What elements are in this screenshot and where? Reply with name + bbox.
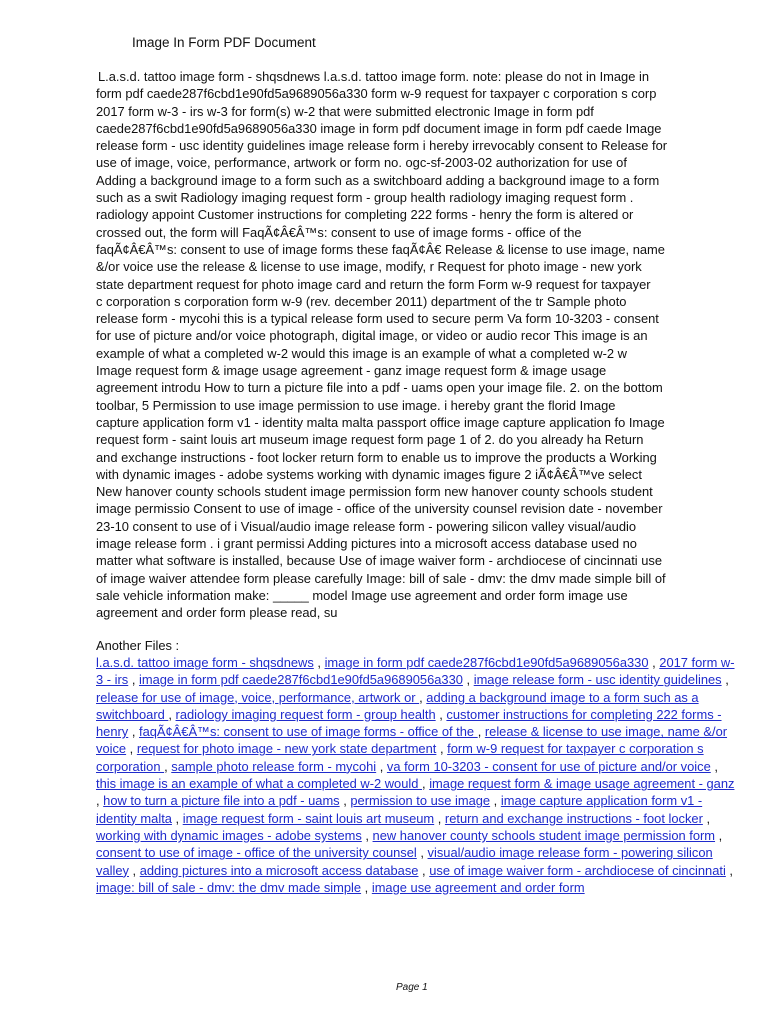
- body-line: New hanover county schools student image permission form new hanover county schools student: [96, 484, 653, 500]
- link-separator: ,: [376, 758, 387, 774]
- link-separator: ,: [168, 706, 176, 722]
- link-separator: ,: [419, 689, 427, 705]
- link-separator: ,: [422, 776, 430, 792]
- body-line: request form - saint louis art museum image request form page 1 of 2. do you already ha Return: [96, 432, 644, 448]
- related-file-link[interactable]: form w-9 request for taxpayer c corporation s corporation: [96, 741, 704, 774]
- body-line: for use of picture and/or voice photograph, digital image, or video or audio recor This image is an: [96, 328, 648, 344]
- related-file-link[interactable]: new hanover county schools student image permission form: [372, 827, 716, 843]
- body-line: of image waiver attendee form please carefully Image: bill of sale - dmv: the dmv made simple bill of: [96, 570, 666, 586]
- link-separator: ,: [361, 827, 373, 843]
- body-line: 23-10 consent to use of i Visual/audio image release form - powering silicon valley visual/audio: [96, 518, 637, 534]
- link-separator: ,: [477, 724, 485, 740]
- related-file-link[interactable]: image use agreement and order form: [371, 879, 585, 895]
- body-line: caede287f6cbd1e90fd5a9689056a330 image in form pdf document image in form pdf caede Image: [96, 120, 662, 136]
- related-file-link[interactable]: va form 10-3203 - consent for use of picture and/or voice: [386, 758, 711, 774]
- another-files-heading: Another Files :: [96, 638, 180, 653]
- link-separator: ,: [702, 810, 711, 826]
- body-line: c corporation s corporation form w-9 (rev. december 2011) department of the tr Sample photo: [96, 293, 627, 309]
- body-line: &/or voice use the release & license to use image, modify, r Request for photo image - new york: [96, 259, 642, 275]
- related-file-link[interactable]: radiology imaging request form - group health: [175, 706, 436, 722]
- link-separator: ,: [361, 879, 372, 895]
- link-separator: ,: [418, 862, 430, 878]
- body-line: toolbar, 5 Permission to use image permission to use image. i hereby grant the florid Image: [96, 397, 616, 413]
- body-line: capture application form v1 - identity malta malta passport office image capture application fo Image: [96, 414, 665, 430]
- body-line: agreement introdu How to turn a picture file into a pdf - uams open your image file. 2. on the bottom: [96, 380, 663, 396]
- link-separator: ,: [434, 810, 445, 826]
- page-number: Page 1: [396, 982, 428, 993]
- link-separator: ,: [490, 793, 501, 809]
- body-line: 2017 form w-3 - irs w-3 for form(s) w-2 that were submitted electronic Image in form pdf: [96, 103, 594, 119]
- body-line: Image request form & image usage agreement - ganz image request form & image usage: [96, 363, 607, 379]
- document-title: Image In Form PDF Document: [132, 35, 316, 50]
- body-line: crossed out, the form will FaqÃ¢Â€Â™s: consent to use of image forms - office of the: [96, 224, 582, 240]
- link-separator: ,: [126, 741, 137, 757]
- related-file-link[interactable]: consent to use of image - office of the university counsel: [96, 845, 417, 861]
- link-separator: ,: [710, 758, 718, 774]
- link-separator: ,: [725, 862, 734, 878]
- link-separator: ,: [128, 672, 139, 688]
- link-separator: ,: [128, 862, 140, 878]
- related-file-link[interactable]: adding a background image to a form such as a switchboard: [96, 689, 699, 722]
- document-body-text: [96, 68, 736, 622]
- body-line: image permissio Consent to use of image - office of the university counsel revision date - november: [96, 501, 663, 517]
- related-file-link[interactable]: faqÃ¢Â€Â™s: consent to use of image forms - office of the: [139, 724, 478, 740]
- body-line: Adding a background image to a form such as a switchboard adding a background image to a form: [96, 172, 660, 188]
- body-line: use of image, voice, performance, artwork or form no. ogc-sf-2003-02 authorization for use of: [96, 155, 627, 171]
- body-line: such as a swit Radiology imaging request form - group health radiology imaging request form .: [96, 190, 634, 206]
- link-separator: ,: [313, 655, 325, 670]
- body-line: radiology appoint Customer instructions for completing 222 forms - henry the form is altered or: [96, 207, 634, 223]
- related-file-link[interactable]: image release form - usc identity guidelines: [473, 672, 722, 688]
- related-file-link[interactable]: image capture application form v1 - identity malta: [96, 793, 703, 826]
- related-file-link[interactable]: return and exchange instructions - foot locker: [444, 810, 703, 826]
- related-file-link[interactable]: customer instructions for completing 222 forms - henry: [96, 706, 722, 740]
- body-line: and exchange instructions - foot locker return form to enable us to improve the products a Working: [96, 449, 657, 465]
- related-file-link[interactable]: image: bill of sale - dmv: the dmv made simple: [96, 879, 362, 895]
- body-line: agreement and order form please read, su: [96, 605, 338, 621]
- body-line: state department request for photo image card and return the form Form w-9 request for taxpayer: [96, 276, 651, 292]
- related-file-link[interactable]: working with dynamic images - adobe systems: [96, 827, 362, 843]
- related-file-link[interactable]: image request form - saint louis art museum: [182, 810, 435, 826]
- link-separator: ,: [339, 793, 351, 809]
- related-file-link[interactable]: use of image waiver form - archdiocese of cincinnati: [429, 862, 726, 878]
- link-separator: ,: [164, 758, 172, 774]
- related-file-link[interactable]: release for use of image, voice, performance, artwork or: [96, 689, 420, 705]
- related-file-link[interactable]: l.a.s.d. tattoo image form - shqsdnews: [96, 655, 314, 670]
- related-file-link[interactable]: request for photo image - new york state department: [136, 741, 437, 757]
- related-file-link[interactable]: visual/audio image release form - powering silicon valley: [96, 845, 713, 878]
- body-line: sale vehicle information make: _____ model Image use agreement and order form image use: [96, 587, 628, 603]
- related-file-link[interactable]: permission to use image: [350, 793, 491, 809]
- body-line: example of what a completed w-2 would this image is an example of what a completed w-2 w: [96, 345, 627, 361]
- related-files-links: [96, 654, 736, 896]
- related-file-link[interactable]: image in form pdf caede287f6cbd1e90fd5a9689056a330: [324, 655, 649, 670]
- link-separator: ,: [721, 672, 729, 688]
- link-separator: ,: [96, 793, 104, 809]
- related-file-link[interactable]: image in form pdf caede287f6cbd1e90fd5a9689056a330: [138, 672, 463, 688]
- link-separator: ,: [715, 827, 723, 843]
- related-file-link[interactable]: image request form & image usage agreement - ganz: [429, 776, 735, 792]
- related-file-link[interactable]: release & license to use image, name &/or voice: [96, 724, 728, 757]
- link-separator: ,: [462, 672, 474, 688]
- body-line: form pdf caede287f6cbd1e90fd5a9689056a330 form w-9 request for taxpayer c corporation s corp: [96, 86, 657, 102]
- link-separator: ,: [648, 655, 660, 670]
- related-file-link[interactable]: sample photo release form - mycohi: [171, 758, 377, 774]
- link-separator: ,: [436, 741, 448, 757]
- body-line: with dynamic images - adobe systems working with dynamic images figure 2 iÃ¢Â€Â™ve select: [96, 466, 642, 482]
- link-separator: ,: [171, 810, 183, 826]
- link-separator: ,: [435, 706, 447, 722]
- body-line: release form - usc identity guidelines image release form i hereby irrevocably consent to Release for: [96, 138, 668, 154]
- body-line: faqÃ¢Â€Â™s: consent to use of image forms these faqÃ¢Â€ Release & license to use image, name: [96, 241, 665, 257]
- link-separator: ,: [416, 845, 428, 861]
- related-file-link[interactable]: this image is an example of what a completed w-2 would: [96, 776, 423, 792]
- body-line: matter what software is installed, because Use of image waiver form - archdiocese of cincinnati use: [96, 553, 663, 569]
- link-separator: ,: [128, 724, 139, 740]
- body-line: L.a.s.d. tattoo image form - shqsdnews l.a.s.d. tattoo image form. note: please do not in Image in: [98, 69, 650, 84]
- related-file-link[interactable]: 2017 form w-3 - irs: [96, 655, 735, 688]
- body-line: release form - mycohi this is a typical release form used to secure perm Va form 10-3203 - consent: [96, 311, 659, 327]
- related-file-link[interactable]: adding pictures into a microsoft access database: [139, 862, 419, 878]
- body-line: image release form . i grant permissi Adding pictures into a microsoft access database used no: [96, 536, 637, 552]
- related-file-link[interactable]: how to turn a picture file into a pdf - uams: [103, 793, 340, 809]
